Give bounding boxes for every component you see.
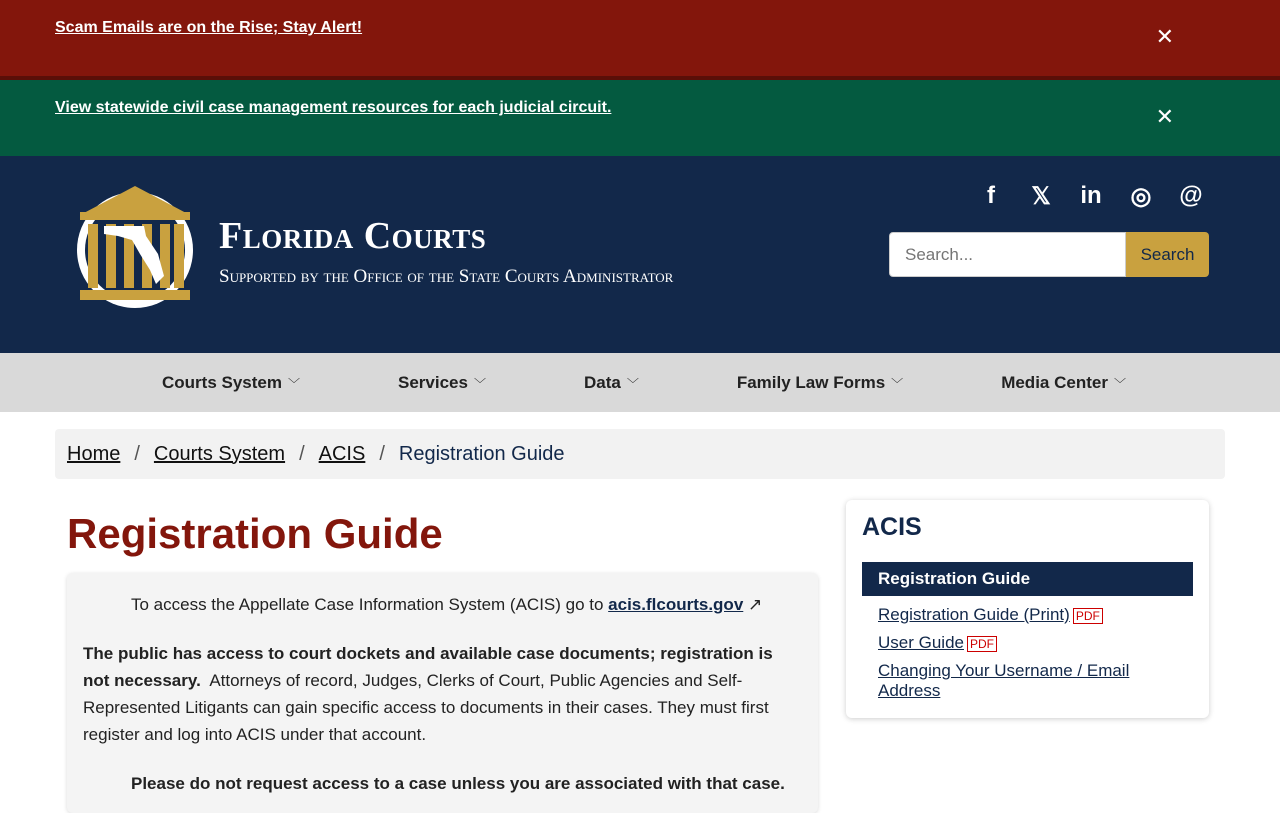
breadcrumb-separator: / — [299, 442, 305, 465]
x-twitter-icon[interactable]: 𝕏 — [1031, 183, 1051, 210]
sidebar-item-user-guide[interactable] — [862, 630, 1193, 658]
close-icon[interactable]: ✕ — [1155, 104, 1174, 129]
breadcrumb — [55, 429, 1225, 479]
facebook-icon[interactable]: f — [987, 182, 995, 209]
close-icon[interactable]: ✕ — [1155, 24, 1174, 49]
breadcrumb-home[interactable]: Home — [67, 442, 121, 465]
scam-alert-link[interactable]: Scam Emails are on the Rise; Stay Alert! — [55, 19, 363, 36]
external-link-icon: ↗ — [748, 595, 763, 614]
site-header — [0, 156, 1280, 353]
sidebar-title: ACIS — [862, 513, 922, 541]
chevron-down-icon: ﹀ — [287, 376, 300, 391]
chevron-down-icon: ﹀ — [626, 376, 639, 391]
nav-services[interactable] — [398, 373, 486, 393]
breadcrumb-separator: / — [379, 442, 385, 465]
public-access-note: The public has access to court dockets and available case documents; registration is not necessary. — [83, 644, 773, 690]
threads-icon[interactable]: @ — [1179, 182, 1203, 209]
breadcrumb-courts-system[interactable]: Courts System — [153, 442, 286, 465]
sidebar-item-registration-guide[interactable]: Registration Guide — [862, 562, 1193, 596]
breadcrumb-current: Registration Guide — [398, 442, 565, 465]
nav-label: Courts System — [162, 372, 282, 392]
nav-label: Family Law Forms — [736, 372, 886, 392]
link-label: User Guide — [878, 633, 964, 652]
civil-case-link[interactable]: View statewide civil case management resources for each judicial circuit. — [55, 99, 612, 116]
pdf-icon: PDF — [967, 636, 997, 652]
nav-label: Media Center — [1001, 372, 1108, 392]
search-input[interactable] — [889, 232, 1126, 277]
nav-label: Services — [398, 372, 468, 392]
site-subtitle: Supported by the Office of the State Courts Administrator — [219, 266, 674, 287]
nav-data[interactable] — [584, 373, 639, 393]
site-title[interactable]: Florida Courts — [219, 215, 487, 257]
pdf-icon: PDF — [1073, 608, 1103, 624]
nav-courts-system[interactable] — [162, 373, 300, 393]
access-paragraph: Attorneys of record, Judges, Clerks of Court, Public Agencies and Self-Represented Litigants can gain specific access to documents in their cases. They must first register and log into ACIS under that account. — [83, 671, 769, 744]
chevron-down-icon: ﹀ — [891, 376, 904, 391]
nav-media-center[interactable] — [1001, 373, 1126, 393]
osca-seal-logo[interactable] — [74, 184, 196, 310]
intro-text: To access the Appellate Case Information System (ACIS) go to — [131, 595, 609, 614]
sidebar-item-registration-guide-print[interactable] — [862, 602, 1193, 630]
linkedin-icon[interactable]: in — [1080, 182, 1102, 209]
sidebar-item-changing-username[interactable]: Changing Your Username / Email Address — [878, 661, 1130, 700]
main-nav — [0, 353, 1280, 412]
breadcrumb-acis[interactable]: ACIS — [318, 442, 366, 465]
chevron-down-icon: ﹀ — [1113, 376, 1126, 391]
scam-alert-banner — [0, 0, 1280, 80]
content-panel — [67, 573, 818, 813]
instagram-icon[interactable]: ◎ — [1130, 183, 1152, 210]
page-title: Registration Guide — [67, 510, 443, 557]
nav-label: Data — [583, 372, 621, 392]
search-button[interactable]: Search — [1126, 232, 1209, 277]
civil-case-banner — [0, 80, 1280, 156]
social-links — [978, 182, 1204, 211]
nav-family-law-forms[interactable] — [737, 373, 903, 393]
search-form — [889, 232, 1209, 277]
warning-text: Please do not request access to a case unless you are associated with that case. — [131, 774, 785, 793]
breadcrumb-separator: / — [134, 442, 140, 465]
acis-link[interactable]: acis.flcourts.gov — [608, 595, 744, 614]
sidebar-acis — [846, 500, 1209, 718]
chevron-down-icon: ﹀ — [473, 376, 486, 391]
link-label: Registration Guide (Print) — [878, 605, 1070, 624]
